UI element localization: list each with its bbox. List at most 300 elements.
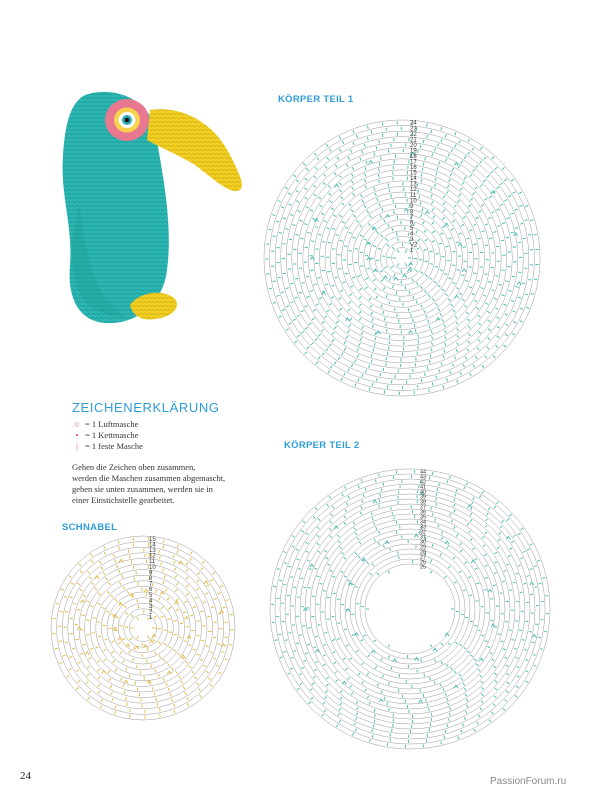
stitch-mark (530, 569, 533, 570)
stitch-mark (311, 697, 313, 699)
stitch-mark (488, 338, 490, 340)
stitch-mark (491, 171, 493, 173)
row-label: 2 (149, 609, 153, 616)
stitch-mark (293, 319, 296, 321)
stitch-mark (153, 639, 155, 641)
stitch-mark (454, 356, 456, 359)
stitch-mark (127, 591, 128, 594)
stitch-mark (443, 356, 444, 359)
stitch-mark (483, 545, 485, 547)
stitch-mark (457, 329, 459, 332)
stitch-mark (481, 231, 484, 232)
stitch-mark (339, 149, 341, 152)
row-label: 3 (410, 237, 414, 244)
stitch-mark (471, 655, 473, 657)
stitch-mark (278, 277, 281, 278)
stitch-mark (332, 285, 335, 286)
single-crochet-symbol: | (76, 441, 78, 451)
stitch-mark (528, 280, 531, 281)
stitch-mark (453, 557, 455, 559)
stitch-mark (470, 198, 473, 200)
stitch-mark (334, 172, 336, 175)
row-label: 20 (410, 142, 417, 149)
stitch-mark (103, 659, 106, 661)
stitch-mark (72, 648, 75, 649)
stitch-mark (125, 612, 128, 614)
stitch-mark (101, 699, 103, 702)
stitch-mark (486, 519, 488, 521)
chart-ring (319, 175, 484, 340)
stitch-mark (501, 295, 504, 296)
stitch-mark (344, 522, 346, 524)
stitch-mark (92, 618, 95, 619)
stitch-mark (305, 327, 308, 329)
row-label: 14 (149, 542, 156, 549)
stitch-mark (371, 512, 372, 515)
stitch-mark (487, 513, 489, 515)
stitch-mark (308, 588, 311, 589)
stitch-mark (451, 304, 453, 306)
stitch-mark (444, 576, 446, 578)
stitch-mark (297, 688, 299, 690)
stitch-mark (330, 365, 332, 368)
stitch-mark (322, 353, 324, 356)
stitch-mark (470, 519, 472, 521)
stitch-mark (284, 563, 287, 564)
chart-ring (315, 514, 505, 704)
stitch-mark (421, 379, 422, 382)
stitch-mark (111, 595, 113, 597)
stitch-mark (324, 710, 326, 712)
body-part2-crochet-chart (269, 460, 553, 752)
stitch-mark (377, 573, 379, 575)
stitch-mark (469, 287, 472, 288)
row-label: 32 (420, 529, 427, 536)
stitch-mark (97, 661, 100, 663)
toucan-photo (55, 85, 260, 330)
stitch-mark (69, 656, 72, 657)
stitch-mark (338, 541, 340, 543)
stitch-mark (289, 239, 292, 240)
stitch-mark (483, 180, 485, 182)
stitch-mark (461, 678, 463, 680)
stitch-mark (175, 589, 177, 592)
stitch-mark (340, 697, 342, 699)
stitch-mark (286, 329, 289, 331)
stitch-mark (275, 640, 278, 641)
stitch-mark (381, 488, 382, 491)
stitch-mark (425, 239, 428, 241)
stitch-mark (480, 184, 482, 186)
stitch-mark (502, 167, 504, 169)
stitch-mark (113, 660, 115, 663)
stitch-mark (276, 221, 279, 222)
stitch-mark (361, 479, 362, 482)
stitch-mark (326, 557, 329, 559)
row-label: 35 (420, 514, 427, 521)
stitch-mark (479, 495, 481, 498)
stitch-mark (378, 542, 379, 545)
stitch-mark (419, 196, 420, 199)
stitch-mark (177, 544, 178, 547)
stitch-mark (374, 539, 375, 542)
stitch-mark (335, 671, 337, 673)
stitch-mark (445, 693, 446, 696)
stitch-mark (311, 241, 314, 242)
stitch-mark (315, 636, 318, 637)
stitch-mark (318, 551, 321, 553)
stitch-mark (129, 675, 130, 678)
stitch-mark (115, 599, 117, 601)
stitch-mark (300, 578, 303, 579)
stitch-mark (451, 667, 453, 669)
stitch-mark (478, 339, 480, 341)
stitch-mark (137, 617, 139, 620)
stitch-mark (118, 642, 121, 644)
stitch-mark (480, 161, 482, 164)
stitch-mark (468, 152, 470, 155)
row-label: 22 (410, 131, 417, 138)
stitch-mark (104, 639, 107, 640)
stitch-mark (339, 708, 341, 710)
body-part1-title: KÖRPER TEIL 1 (278, 94, 354, 105)
stitch-mark (295, 297, 298, 298)
stitch-mark (290, 214, 293, 215)
stitch-mark (374, 714, 375, 717)
stitch-mark (337, 535, 339, 537)
stitch-mark (431, 645, 433, 648)
stitch-mark (380, 494, 381, 497)
stitch-mark (392, 247, 394, 249)
stitch-mark (530, 220, 533, 221)
stitch-mark (464, 156, 466, 159)
stitch-mark (389, 335, 390, 338)
stitch-mark (448, 566, 450, 568)
stitch-mark (364, 173, 365, 176)
stitch-mark (505, 700, 507, 702)
stitch-mark (389, 189, 390, 192)
stitch-mark (69, 576, 72, 578)
stitch-mark (526, 671, 529, 672)
stitch-mark (290, 283, 293, 284)
stitch-mark (470, 595, 473, 596)
stitch-mark (465, 280, 468, 281)
stitch-mark (340, 240, 343, 241)
stitch-mark (288, 204, 291, 205)
stitch-mark (186, 562, 188, 565)
legend-label: = 1 Luftmasche (85, 419, 139, 429)
stitch-mark (378, 531, 379, 534)
stitch-mark (475, 187, 477, 189)
stitch-mark (282, 309, 285, 310)
stitch-mark (542, 578, 545, 579)
stitch-mark (355, 383, 356, 386)
stitch-mark (394, 516, 395, 519)
stitch-mark (325, 284, 328, 285)
stitch-mark (164, 643, 167, 645)
stitch-mark (200, 659, 203, 661)
stitch-mark (356, 220, 359, 222)
stitch-mark (285, 640, 288, 641)
stitch-mark (206, 671, 209, 673)
stitch-mark (166, 683, 167, 686)
stitch-decrease-mark (393, 659, 397, 662)
stitch-mark (480, 147, 482, 150)
stitch-mark (173, 555, 174, 558)
stitch-mark (181, 681, 183, 684)
stitch-mark (446, 246, 449, 247)
stitch-mark (436, 498, 437, 501)
stitch-mark (455, 316, 457, 318)
stitch-mark (511, 213, 514, 214)
stitch-mark (427, 367, 428, 370)
stitch-mark (464, 487, 465, 490)
stitch-mark (80, 589, 83, 591)
stitch-mark (525, 681, 528, 683)
stitch-mark (158, 674, 159, 677)
stitch-mark (432, 472, 433, 475)
stitch-mark (293, 587, 296, 588)
stitch-mark (478, 630, 481, 631)
stitch-mark (430, 251, 433, 252)
stitch-mark (432, 241, 435, 243)
stitch-mark (458, 165, 460, 168)
stitch-mark (500, 526, 502, 528)
stitch-mark (537, 560, 540, 561)
stitch-mark (301, 667, 304, 668)
stitch-mark (425, 290, 427, 293)
stitch-mark (318, 519, 320, 521)
stitch-mark (421, 305, 422, 308)
stitch-mark (113, 554, 114, 557)
stitch-mark (306, 207, 309, 209)
stitch-mark (365, 287, 368, 289)
chart-ring (305, 504, 515, 714)
stitch-decrease-mark (149, 640, 153, 643)
stitch-mark (353, 193, 355, 196)
stitch-mark (475, 558, 477, 560)
stitch-mark (197, 654, 200, 655)
stitch-mark (420, 145, 421, 148)
stitch-mark (374, 522, 375, 525)
stitch-mark (431, 348, 432, 351)
stitch-decrease-mark (532, 635, 536, 638)
stitch-mark (369, 365, 370, 368)
stitch-mark (427, 123, 428, 126)
stitch-mark (107, 591, 109, 593)
stitch-mark (305, 352, 307, 354)
stitch-mark (339, 215, 342, 217)
stitch-decrease-mark (419, 700, 423, 703)
row-label: 27 (420, 554, 427, 561)
stitch-mark (358, 556, 360, 558)
stitch-mark (161, 607, 163, 609)
stitch-mark (481, 701, 483, 703)
stitch-mark (312, 683, 314, 685)
stitch-mark (472, 148, 474, 151)
stitch-mark (506, 665, 509, 667)
stitch-mark (518, 533, 520, 535)
stitch-mark (431, 571, 433, 574)
stitch-mark (88, 657, 91, 659)
row-label: 42 (420, 479, 427, 486)
stitch-mark (322, 270, 325, 271)
row-label: 6 (410, 220, 414, 227)
stitch-mark (507, 682, 509, 684)
stitch-mark (484, 274, 487, 275)
stitch-mark (360, 512, 361, 515)
stitch-mark (98, 593, 101, 595)
stitch-mark (309, 569, 312, 570)
chart-ring (62, 547, 224, 709)
stitch-mark (463, 590, 466, 591)
stitch-mark (461, 275, 464, 276)
stitch-mark (327, 504, 329, 506)
stitch-mark (469, 230, 472, 231)
stitch-mark (304, 306, 307, 307)
stitch-mark (521, 528, 523, 530)
row-label: 9 (410, 203, 414, 210)
stitch-mark (457, 270, 460, 271)
stitch-mark (512, 639, 515, 640)
stitch-mark (283, 552, 286, 553)
chart-ring (280, 479, 540, 739)
stitch-mark (159, 598, 161, 601)
row-label: 10 (410, 198, 417, 205)
stitch-mark (526, 307, 529, 308)
stitch-mark (115, 669, 117, 672)
row-label: V2 (410, 242, 418, 249)
stitch-mark (326, 677, 328, 679)
stitch-mark (452, 168, 454, 171)
stitch-mark (440, 553, 441, 556)
stitch-mark (430, 278, 433, 280)
stitch-mark (509, 590, 512, 591)
stitch-mark (106, 577, 108, 580)
stitch-mark (308, 628, 311, 629)
stitch-mark (465, 562, 467, 564)
stitch-mark (528, 235, 531, 236)
note-line: einer Einstichstelle gearbeitet. (72, 495, 175, 505)
stitch-mark (168, 688, 169, 691)
stitch-mark (119, 582, 121, 585)
stitch-mark (444, 736, 445, 739)
stitch-mark (432, 513, 433, 516)
stitch-mark (169, 646, 172, 648)
row-label: 36 (420, 509, 427, 516)
stitch-mark (421, 659, 422, 662)
chart-ring (342, 198, 463, 319)
stitch-mark (520, 308, 523, 309)
stitch-mark (473, 224, 476, 225)
stitch-mark (464, 305, 467, 307)
stitch-mark (534, 587, 537, 588)
stitch-mark (314, 153, 316, 156)
stitch-mark (443, 385, 444, 388)
stitch-mark (273, 281, 276, 282)
stitch-mark (438, 308, 440, 311)
stitch-mark (175, 575, 177, 578)
stitch-mark (279, 580, 282, 581)
stitch-mark (476, 583, 479, 584)
stitch-mark (459, 194, 461, 196)
stitch-mark (315, 661, 318, 662)
stitch-mark (442, 532, 443, 535)
stitch-mark (383, 483, 384, 486)
stitch-mark (376, 378, 377, 381)
stitch-mark (421, 173, 422, 176)
stitch-mark (108, 671, 110, 674)
stitch-mark (308, 702, 310, 704)
stitch-mark (375, 332, 376, 335)
stitch-mark (221, 652, 224, 653)
row-label: 21 (410, 137, 417, 144)
stitch-mark (133, 566, 134, 569)
stitch-mark (177, 550, 178, 553)
stitch-mark (160, 714, 161, 717)
stitch-mark (378, 168, 379, 171)
stitch-mark (379, 163, 380, 166)
stitch-mark (386, 323, 387, 326)
stitch-mark (511, 541, 514, 543)
stitch-mark (441, 362, 442, 365)
chart-ring (270, 469, 550, 749)
stitch-mark (450, 371, 451, 374)
stitch-mark (306, 276, 309, 277)
stitch-mark (506, 237, 509, 238)
stitch-mark (319, 297, 322, 298)
stitch-mark (394, 274, 395, 277)
stitch-mark (343, 658, 345, 660)
stitch-mark (362, 663, 364, 665)
stitch-mark (495, 681, 497, 683)
stitch-mark (112, 698, 113, 701)
stitch-mark (98, 684, 100, 687)
stitch-mark (491, 290, 494, 291)
stitch-mark (357, 355, 358, 358)
stitch-mark (415, 329, 416, 332)
chart-ring (303, 159, 501, 357)
stitch-mark (495, 276, 498, 277)
stitch-mark (360, 266, 363, 267)
stitch-mark (225, 659, 228, 660)
stitch-mark (183, 612, 186, 613)
stitch-mark (126, 697, 127, 700)
beak-crochet-chart (50, 535, 238, 723)
stitch-mark (179, 637, 182, 638)
stitch-mark (434, 148, 435, 151)
stitch-mark (199, 695, 201, 698)
stitch-mark (352, 187, 354, 190)
stitch-mark (450, 173, 452, 176)
stitch-mark (431, 507, 432, 510)
stitch-mark (378, 248, 381, 249)
stitch-mark (422, 208, 423, 211)
stitch-mark (283, 218, 286, 219)
stitch-mark (346, 503, 348, 506)
stitch-mark (483, 295, 486, 296)
stitch-mark (504, 200, 507, 202)
stitch-mark (441, 537, 442, 540)
stitch-mark (121, 678, 122, 681)
stitch-mark (310, 210, 313, 212)
stitch-decrease-mark (414, 534, 418, 537)
stitch-decrease-mark (488, 589, 492, 592)
stitch-mark (186, 569, 188, 572)
stitch-mark (445, 158, 446, 161)
stitch-mark (362, 200, 364, 203)
stitch-mark (531, 293, 534, 294)
